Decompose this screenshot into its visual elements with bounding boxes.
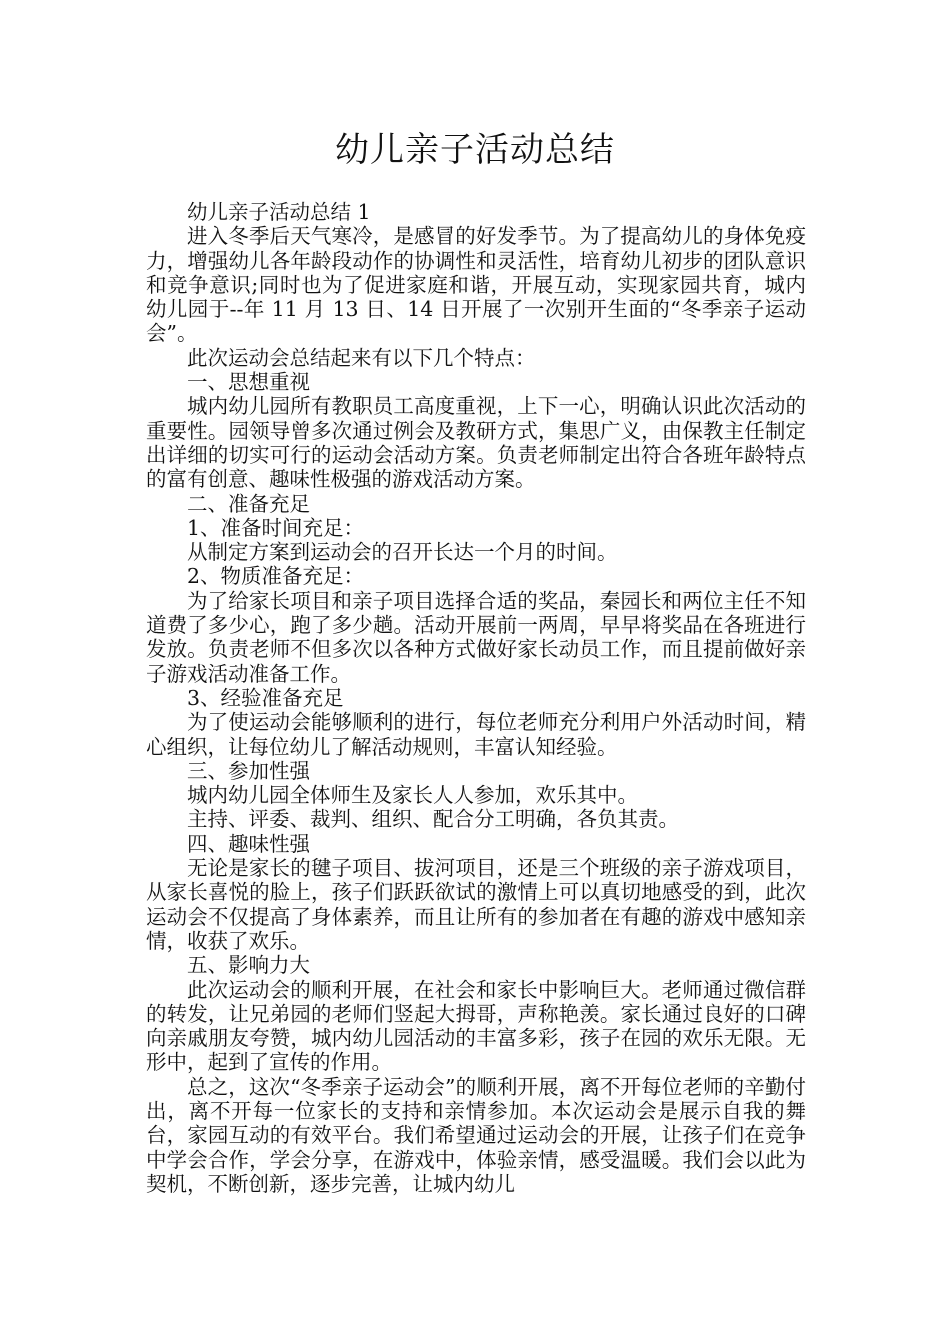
sub-heading: 2、物质准备充足： (187, 564, 365, 589)
sub-heading: 1、准备时间充足： (187, 515, 365, 540)
body-paragraph: 为了给家长项目和亲子项目选择合适的奖品，秦园长和两位主任不知道费了多少心，跑了多少趟。活动开展前一两周，早早将奖品在各班进行发放。负责老师不但多次以各种方式做好家长动员工作，而且提前做好亲子游戏活动准备工作。 (146, 588, 806, 686)
body-paragraph: 城内幼儿园所有教职员工高度重视，上下一心，明确认识此次活动的重要性。园领导曾多次通过例会及教研方式，集思广义，由保教主任制定出详细的切实可行的运动会活动方案。负责老师制定出符合各班年龄特点的富有创意、趣味性极强的游戏活动方案。 (146, 394, 806, 492)
section-heading: 一、思想重视 (187, 370, 310, 395)
body-paragraph: 总之，这次“冬季亲子运动会”的顺利开展，离不开每位老师的辛勤付出，离不开每一位家长的支持和亲情参加。本次运动会是展示自我的舞台，家园互动的有效平台。我们希望通过运动会的开展，让孩子们在竞争中学会合作，学会分享，在游戏中，体验亲情，感受温暖。我们会以此为契机，不断创新，逐步完善，让城内幼儿 (146, 1074, 806, 1196)
section-heading: 五、影响力大 (187, 953, 310, 978)
section-heading: 幼儿亲子活动总结 1 (187, 200, 371, 224)
body-paragraph: 主持、评委、裁判、组织、配合分工明确，各负其责。 (187, 807, 679, 832)
body-paragraph: 进入冬季后天气寒冷，是感冒的好发季节。为了提高幼儿的身体免疫力，增强幼儿各年龄段动作的协调性和灵活性，培育幼儿初步的团队意识和竞争意识;同时也为了促进家庭和谐，开展互动，实现家园共育，城内幼儿园于--年 11 月 13 日、14 日开展了一次别开生面的“冬季亲子运动会”。 (146, 224, 806, 346)
section-heading: 三、参加性强 (187, 758, 310, 783)
document-body (146, 200, 806, 1196)
body-paragraph: 此次运动会的顺利开展，在社会和家长中影响巨大。老师通过微信群的转发，让兄弟园的老师们竖起大拇哥，声称艳羡。家长通过良好的口碑向亲戚朋友夸赞，城内幼儿园活动的丰富多彩，孩子在园的欢乐无限。无形中，起到了宣传的作用。 (146, 977, 806, 1075)
body-paragraph: 从制定方案到运动会的召开长达一个月的时间。 (187, 540, 618, 565)
section-heading: 四、趣味性强 (187, 831, 310, 856)
document-title: 幼儿亲子活动总结 (335, 130, 615, 170)
sub-heading: 3、经验准备充足 (187, 685, 344, 710)
body-paragraph: 为了使运动会能够顺利的进行，每位老师充分利用户外活动时间，精心组织，让每位幼儿了解活动规则，丰富认知经验。 (146, 710, 806, 759)
body-paragraph: 城内幼儿园全体师生及家长人人参加，欢乐其中。 (187, 783, 638, 808)
body-paragraph: 无论是家长的毽子项目、拔河项目，还是三个班级的亲子游戏项目，从家长喜悦的脸上，孩子们跃跃欲试的激情上可以真切地感受的到，此次运动会不仅提高了身体素养，而且让所有的参加者在有趣的游戏中感知亲情，收获了欢乐。 (146, 856, 806, 953)
body-paragraph: 此次运动会总结起来有以下几个特点： (187, 345, 536, 370)
section-heading: 二、准备充足 (187, 491, 310, 516)
